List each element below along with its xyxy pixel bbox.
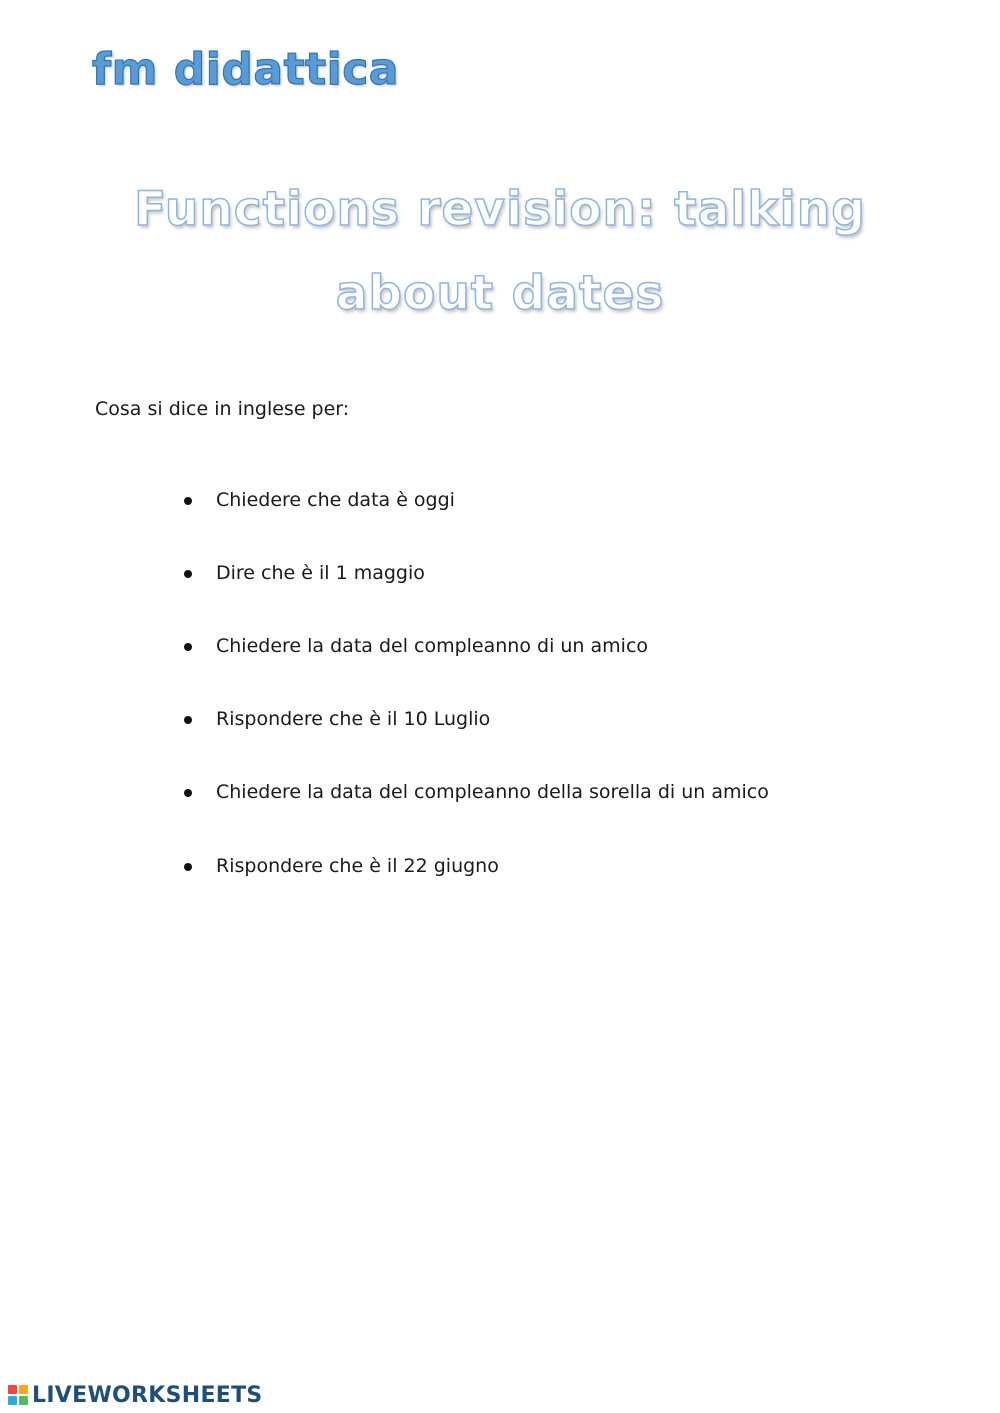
logo-square	[19, 1385, 28, 1394]
bullet-icon	[184, 643, 192, 651]
logo-square	[8, 1396, 17, 1405]
bullet-icon	[184, 497, 192, 505]
logo-square	[8, 1385, 17, 1394]
bullet-icon	[184, 789, 192, 797]
list-item-label: Chiedere che data è oggi	[216, 489, 455, 511]
page-title-line-2: about dates	[335, 266, 665, 321]
list-item-label: Chiedere la data del compleanno della sorella di un amico	[216, 781, 769, 803]
page-title-line-1: Functions revision: talking	[134, 182, 866, 237]
list-item-label: Rispondere che è il 22 giugno	[216, 855, 499, 877]
page-title	[100, 168, 900, 336]
bullet-icon	[184, 716, 192, 724]
logo-grid-icon	[8, 1385, 28, 1405]
bullet-icon	[184, 570, 192, 578]
brand-title: fm didattica	[92, 44, 399, 95]
bullet-icon	[184, 863, 192, 871]
logo-square	[19, 1396, 28, 1405]
list-item-label: Rispondere che è il 10 Luglio	[216, 708, 491, 730]
logo-text: LIVEWORKSHEETS	[32, 1382, 263, 1408]
list-item-label: Chiedere la data del compleanno di un amico	[216, 635, 649, 657]
list-item-label: Dire che è il 1 maggio	[216, 562, 425, 584]
liveworksheets-logo[interactable]	[8, 1382, 263, 1408]
intro-text: Cosa si dice in inglese per:	[95, 398, 350, 420]
